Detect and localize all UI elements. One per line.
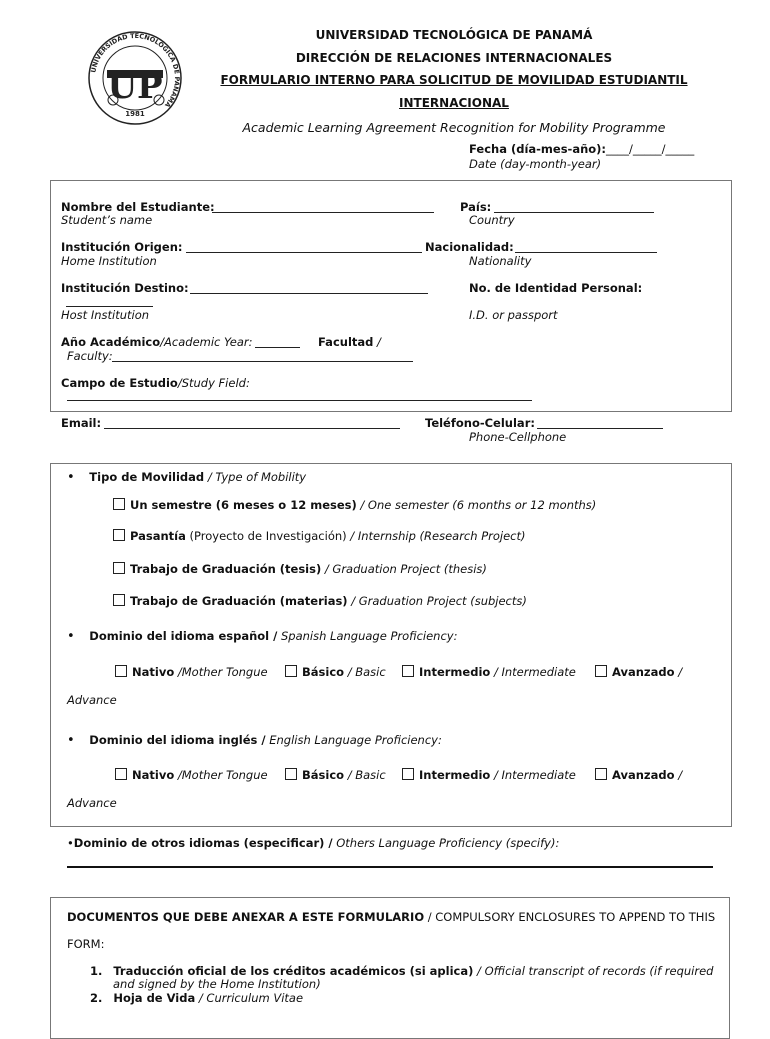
faculty-sub: Faculty: bbox=[67, 349, 113, 363]
academic-year-field[interactable] bbox=[255, 347, 300, 348]
svg-text:1981: 1981 bbox=[125, 110, 145, 118]
document-item: 2. Hoja de Vida / Curriculum Vitae bbox=[90, 991, 304, 1005]
university-seal bbox=[85, 28, 185, 128]
student-name-field[interactable] bbox=[212, 212, 434, 213]
home-institution-label: Institución Origen: bbox=[61, 240, 183, 254]
nationality-field[interactable] bbox=[515, 252, 657, 253]
checkbox[interactable] bbox=[115, 768, 127, 780]
english-advanced-wrap: Advance bbox=[67, 796, 117, 810]
checkbox[interactable] bbox=[285, 665, 297, 677]
host-institution-field[interactable] bbox=[190, 293, 428, 294]
date-field[interactable]: Fecha (día-mes-año):____/_____/_____ bbox=[469, 142, 695, 156]
host-institution-field-cont[interactable] bbox=[66, 306, 153, 307]
mobility-option-internship[interactable]: Pasantía (Proyecto de Investigación) / Internship (Research Project) bbox=[113, 529, 526, 543]
documents-title-wrap: FORM: bbox=[67, 937, 105, 951]
checkbox[interactable] bbox=[113, 529, 125, 541]
svg-text:UNIVERSIDAD TECNOLÓGICA DE PAN: UNIVERSIDAD TECNOLÓGICA DE PANAMÁ bbox=[89, 31, 182, 109]
host-institution-label: Institución Destino: bbox=[61, 281, 189, 295]
mobility-option-subjects[interactable]: Trabajo de Graduación (materias) / Graduation Project (subjects) bbox=[113, 594, 527, 608]
checkbox[interactable] bbox=[113, 562, 125, 574]
checkbox[interactable] bbox=[113, 498, 125, 510]
student-name-sub: Student’s name bbox=[61, 213, 153, 227]
english-heading: • Dominio del idioma inglés / English Language Proficiency: bbox=[67, 733, 442, 748]
email-label: Email: bbox=[61, 416, 102, 430]
country-sub: Country bbox=[469, 213, 515, 227]
checkbox[interactable] bbox=[285, 768, 297, 780]
english-native-option[interactable]: Nativo /Mother Tongue bbox=[115, 768, 268, 782]
phone-field[interactable] bbox=[537, 428, 663, 429]
faculty-label: Facultad / bbox=[318, 335, 381, 349]
checkbox[interactable] bbox=[595, 768, 607, 780]
academic-year-label: Año Académico/Academic Year: bbox=[61, 335, 253, 349]
mobility-type-heading: • Tipo de Movilidad / Type of Mobility bbox=[67, 470, 307, 485]
mobility-option-thesis[interactable]: Trabajo de Graduación (tesis) / Graduation Project (thesis) bbox=[113, 562, 487, 576]
date-field-sub: Date (day-month-year) bbox=[469, 157, 602, 171]
department-title: DIRECCIÓN DE RELACIONES INTERNACIONALES bbox=[295, 51, 613, 65]
host-institution-sub: Host Institution bbox=[61, 308, 150, 322]
id-label: No. de Identidad Personal: bbox=[469, 281, 643, 295]
checkbox[interactable] bbox=[115, 665, 127, 677]
study-field-field[interactable] bbox=[67, 400, 532, 401]
english-intermediate-option[interactable]: Intermedio / Intermediate bbox=[402, 768, 576, 782]
university-title: UNIVERSIDAD TECNOLÓGICA DE PANAMÁ bbox=[315, 28, 593, 42]
home-institution-field[interactable] bbox=[186, 252, 422, 253]
english-advanced-option[interactable]: Avanzado / bbox=[595, 768, 682, 782]
study-field-label: Campo de Estudio/Study Field: bbox=[61, 376, 250, 390]
document-item-wrap: and signed by the Home Institution) bbox=[113, 977, 321, 991]
country-field[interactable] bbox=[494, 212, 654, 213]
spanish-basic-option[interactable]: Básico / Basic bbox=[285, 665, 386, 679]
phone-label: Teléfono-Celular: bbox=[425, 416, 535, 430]
documents-title: DOCUMENTOS QUE DEBE ANEXAR A ESTE FORMULARIO / COMPULSORY ENCLOSURES TO APPEND TO THIS bbox=[67, 910, 716, 924]
home-institution-sub: Home Institution bbox=[61, 254, 157, 268]
nationality-sub: Nationality bbox=[469, 254, 532, 268]
student-name-label: Nombre del Estudiante: bbox=[61, 200, 215, 214]
checkbox[interactable] bbox=[402, 768, 414, 780]
email-field[interactable] bbox=[104, 428, 400, 429]
spanish-intermediate-option[interactable]: Intermedio / Intermediate bbox=[402, 665, 576, 679]
nationality-label: Nacionalidad: bbox=[425, 240, 514, 254]
checkbox[interactable] bbox=[113, 594, 125, 606]
other-languages-heading: •Dominio de otros idiomas (especificar) / Others Language Proficiency (specify): bbox=[67, 836, 560, 850]
english-basic-option[interactable]: Básico / Basic bbox=[285, 768, 386, 782]
spanish-advanced-option[interactable]: Avanzado / bbox=[595, 665, 682, 679]
svg-text:UP: UP bbox=[107, 67, 163, 107]
id-sub: I.D. or passport bbox=[469, 308, 558, 322]
phone-sub: Phone-Cellphone bbox=[469, 430, 567, 444]
faculty-field[interactable] bbox=[112, 361, 413, 362]
form-subtitle: Academic Learning Agreement Recognition for Mobility Programme bbox=[242, 120, 666, 135]
checkbox[interactable] bbox=[402, 665, 414, 677]
other-languages-field[interactable] bbox=[67, 866, 713, 868]
form-title-cont: INTERNACIONAL bbox=[399, 96, 509, 110]
spanish-heading: • Dominio del idioma español / Spanish Language Proficiency: bbox=[67, 629, 458, 644]
checkbox[interactable] bbox=[595, 665, 607, 677]
mobility-option-semester[interactable]: Un semestre (6 meses o 12 meses) / One semester (6 months or 12 months) bbox=[113, 498, 596, 512]
document-item: 1. Traducción oficial de los créditos académicos (si aplica) / Official transcript of records (if required bbox=[90, 964, 714, 978]
country-label: País: bbox=[460, 200, 492, 214]
spanish-native-option[interactable]: Nativo /Mother Tongue bbox=[115, 665, 268, 679]
form-title: FORMULARIO INTERNO PARA SOLICITUD DE MOVILIDAD ESTUDIANTIL bbox=[220, 73, 688, 87]
spanish-advanced-wrap: Advance bbox=[67, 693, 117, 707]
